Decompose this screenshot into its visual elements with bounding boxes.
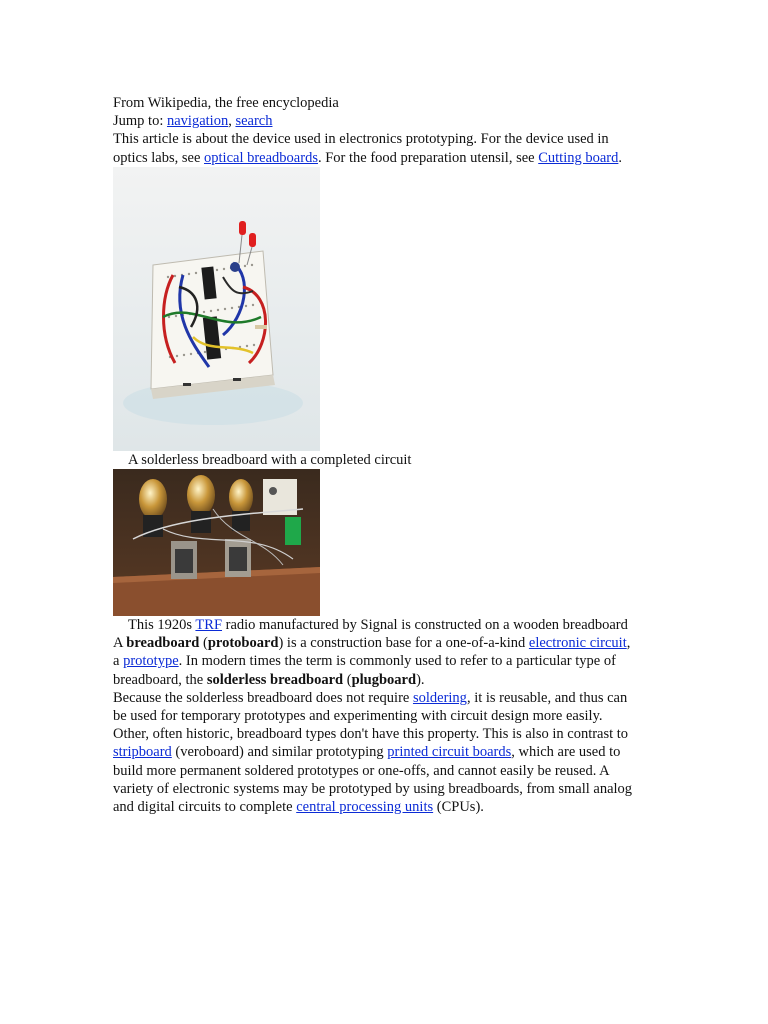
jump-to-label: Jump to: (113, 113, 167, 130)
paragraph-2-line-6: variety of electronic systems may be prototyped by using breadboards, from small analog (113, 780, 633, 797)
search-link[interactable]: search (235, 113, 273, 130)
cutting-board-link[interactable]: Cutting board (538, 149, 619, 166)
figure-caption (113, 616, 658, 634)
hatnote-line-2 (113, 149, 658, 167)
optical-breadboards-link[interactable]: optical breadboards (204, 149, 318, 166)
paragraph-2-line-1 (113, 689, 658, 707)
electronic-circuit-link[interactable]: electronic circuit (528, 635, 627, 652)
jump-to-line (113, 112, 658, 130)
body-text: . In modern times the term is commonly used to refer to a particular type of (178, 653, 616, 670)
body-text: and digital circuits to complete (113, 799, 297, 816)
paragraph-1-line-1 (113, 634, 658, 652)
article (113, 94, 658, 816)
central-processing-units-link[interactable]: central processing units (296, 799, 434, 816)
breadboard-photo[interactable] (113, 167, 320, 451)
term-breadboard: breadboard (126, 635, 200, 652)
caption-text: This 1920s (128, 617, 196, 634)
prototype-link[interactable]: prototype (123, 653, 179, 670)
body-text: Because the solderless breadboard does not require (113, 689, 413, 706)
body-text: , which are used to (511, 744, 621, 761)
term-plugboard: plugboard (351, 671, 417, 688)
body-text: (veroboard) and similar prototyping (171, 744, 388, 761)
figure-caption: A solderless breadboard with a completed circuit (128, 451, 412, 468)
body-text: a (113, 653, 124, 670)
printed-circuit-boards-link[interactable]: printed circuit boards (387, 744, 512, 761)
hatnote-line-1: This article is about the device used in electronics prototyping. For the device used in (113, 131, 609, 148)
caption-text: radio manufactured by Signal is constructed on a wooden breadboard (222, 617, 628, 634)
hatnote-text: . (618, 149, 623, 166)
stripboard-link[interactable]: stripboard (113, 744, 172, 761)
paragraph-1-line-2 (113, 652, 658, 670)
body-text: ) is a construction base for a one-of-a-kind (278, 635, 529, 652)
body-text: ( (199, 635, 208, 652)
body-text: , it is reusable, and thus can (466, 689, 628, 706)
hatnote-text: optics labs, see (113, 149, 205, 166)
trf-link[interactable]: TRF (195, 617, 223, 634)
paragraph-2-line-4 (113, 743, 658, 761)
term-protoboard: protoboard (207, 635, 279, 652)
body-text: (CPUs). (433, 799, 484, 816)
navigation-link[interactable]: navigation (166, 113, 229, 130)
paragraph-2-line-3: Other, often historic, breadboard types don't have this property. This is also in contrast to (113, 726, 629, 743)
body-text: ( (343, 671, 352, 688)
term-solderless-breadboard: solderless breadboard (206, 671, 344, 688)
figure-trf-radio (113, 469, 658, 634)
paragraph-2-line-5: build more permanent soldered prototypes or one-offs, and cannot easily be reused. A (113, 762, 610, 779)
jump-separator: , (228, 113, 236, 130)
trf-radio-photo[interactable] (113, 469, 320, 616)
soldering-link[interactable]: soldering (412, 689, 467, 706)
body-text: A (113, 635, 127, 652)
hatnote-text: . For the food preparation utensil, see (317, 149, 539, 166)
paragraph-2-line-2: be used for temporary prototypes and experimenting with circuit design more easily. (113, 708, 603, 725)
paragraph-1-line-3 (113, 671, 658, 689)
from-wikipedia-text: From Wikipedia, the free encyclopedia (113, 95, 339, 111)
body-text: ). (416, 671, 425, 688)
figure-breadboard (113, 167, 658, 469)
body-text: breadboard, the (113, 671, 207, 688)
paragraph-2-line-7 (113, 798, 658, 816)
body-text: , (626, 635, 631, 652)
